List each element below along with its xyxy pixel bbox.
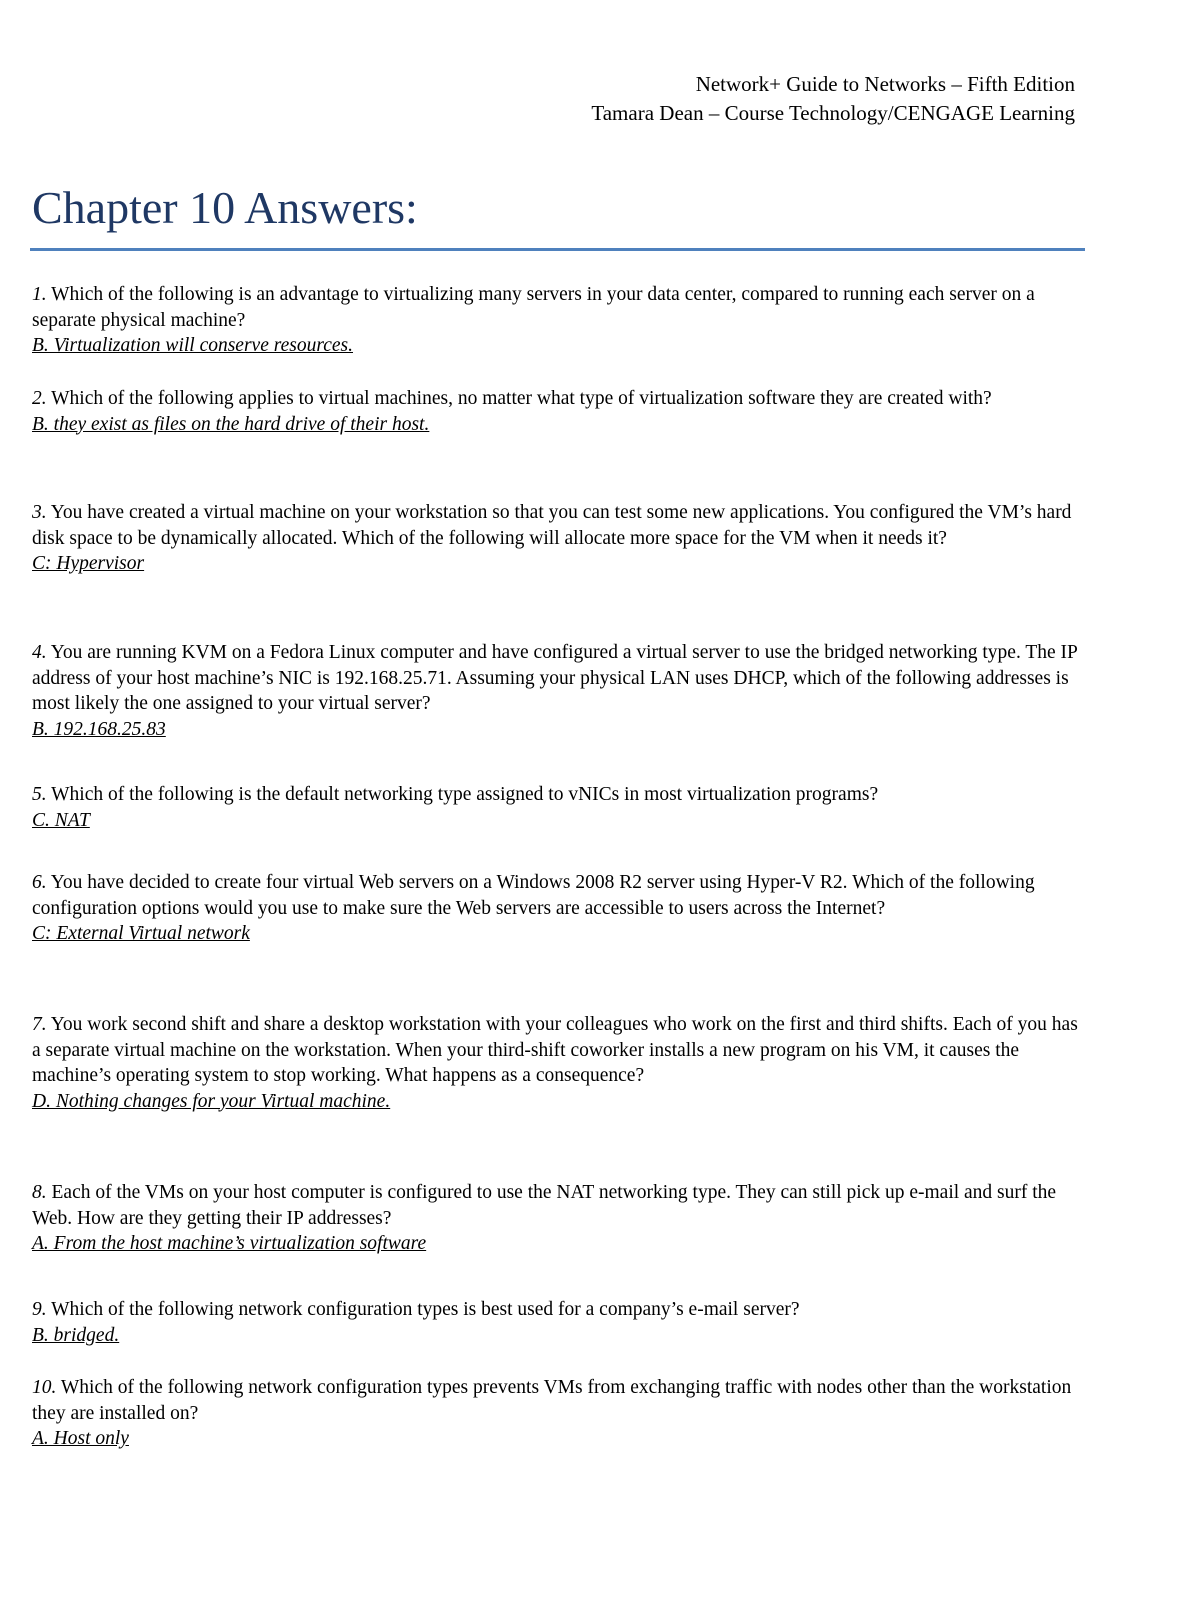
question-number: 10.: [32, 1377, 57, 1398]
question-answer: A. From the host machine’s virtualization software: [32, 1233, 427, 1254]
question-answer: C: Hypervisor: [32, 553, 145, 574]
question-text: Which of the following network configuration types prevents VMs from exchanging traffic with nodes other than the workstation they are installed on?: [32, 1377, 1072, 1424]
question-10: [32, 1375, 1082, 1452]
question-answer: C: External Virtual network: [32, 923, 250, 944]
document-header: [591, 70, 1075, 128]
question-4: [32, 640, 1082, 742]
question-1: [32, 282, 1082, 359]
question-7: [32, 1012, 1082, 1114]
title-underline-divider: [30, 248, 1085, 251]
question-answer: C. NAT: [32, 809, 90, 831]
question-answer: B. Virtualization will conserve resources.: [32, 335, 353, 356]
header-author-publisher: Tamara Dean – Course Technology/CENGAGE Learning: [591, 101, 1075, 125]
question-text: You have created a virtual machine on your workstation so that you can test some new applications. You configured the VM’s hard disk space to be dynamically allocated. Which of the following will allocate more space for the VM when it needs it?: [32, 502, 1072, 549]
question-number: 8.: [32, 1182, 47, 1203]
question-number: 3.: [32, 502, 47, 523]
question-text: Which of the following is the default networking type assigned to vNICs in most virtualization programs?: [46, 784, 879, 805]
question-8: [32, 1180, 1082, 1257]
question-number: 6.: [32, 872, 47, 893]
question-text: Each of the VMs on your host computer is configured to use the NAT networking type. They can still pick up e-mail and surf the Web. How are they getting their IP addresses?: [32, 1182, 1057, 1229]
question-9: [32, 1297, 1082, 1348]
question-answer: B. bridged.: [32, 1324, 120, 1346]
question-text: Which of the following is an advantage to virtualizing many servers in your data center, compared to running each server on a separate physical machine?: [32, 284, 1035, 331]
question-number: 2.: [32, 388, 47, 409]
question-answer: B. 192.168.25.83: [32, 718, 166, 740]
question-answer: D. Nothing changes for your Virtual machine.: [32, 1090, 391, 1112]
question-text: You work second shift and share a desktop workstation with your colleagues who work on the first and third shifts. Each of you has a separate virtual machine on the workstation. When your third-shift coworker installs a new program on his VM, it causes the machine’s operating system to stop working. What happens as a consequence?: [32, 1014, 1078, 1086]
question-5: [32, 782, 1082, 833]
question-6: [32, 870, 1082, 947]
question-answer: A. Host only: [32, 1428, 129, 1449]
question-number: 7.: [32, 1014, 47, 1035]
header-book-title: Network+ Guide to Networks – Fifth Edition: [695, 72, 1075, 96]
page-title: Chapter 10 Answers:: [32, 182, 418, 233]
question-answer: B. they exist as files on the hard drive of their host.: [32, 413, 430, 435]
question-text: You are running KVM on a Fedora Linux computer and have configured a virtual server to use the bridged networking type. The IP address of your host machine’s NIC is 192.168.25.71. Assuming your physical LAN uses DHCP, which of the following addresses is most likely the one assigned to your virtual server?: [32, 642, 1078, 714]
question-text: Which of the following network configuration types is best used for a company’s e-mail server?: [46, 1299, 800, 1320]
question-text: Which of the following applies to virtual machines, no matter what type of virtualization software they are created with?: [46, 388, 992, 409]
question-number: 4.: [32, 642, 47, 663]
question-2: [32, 386, 1082, 437]
question-number: 9.: [32, 1299, 47, 1320]
question-number: 1.: [32, 284, 47, 305]
question-text: You have decided to create four virtual Web servers on a Windows 2008 R2 server using Hyper-V R2. Which of the following configuration options would you use to make sure the Web servers are accessible to users across the Internet?: [32, 872, 1035, 919]
question-number: 5.: [32, 784, 47, 805]
question-3: [32, 500, 1082, 577]
